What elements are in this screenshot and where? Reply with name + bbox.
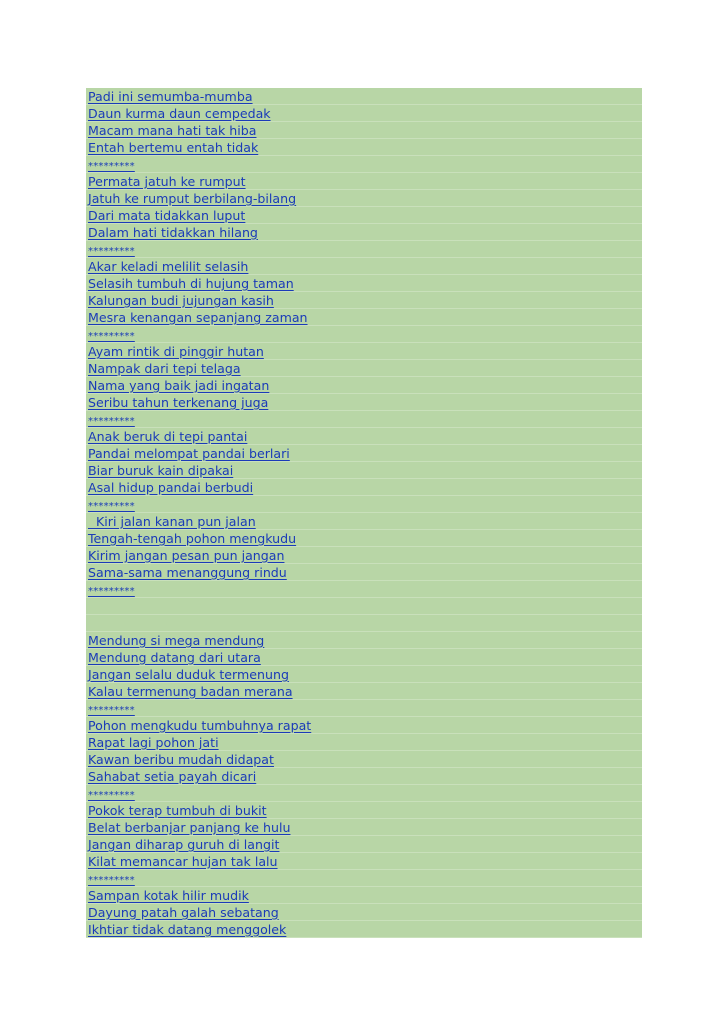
poem-line-link[interactable]: Sahabat setia payah dicari	[88, 769, 257, 784]
separator-row	[86, 326, 642, 343]
poem-line-link[interactable]: Nama yang baik jadi ingatan	[88, 378, 270, 393]
poem-line-link[interactable]: Ikhtiar tidak datang menggolek	[88, 922, 287, 937]
poem-line	[86, 921, 642, 938]
poem-line	[86, 887, 642, 904]
poem-line	[86, 632, 642, 649]
poem-line	[86, 105, 642, 122]
poem-line	[86, 258, 642, 275]
poem-line	[86, 292, 642, 309]
poem-line-link[interactable]: Macam mana hati tak hiba	[88, 123, 257, 138]
poem-line-link[interactable]: Tengah-tengah pohon mengkudu	[88, 531, 297, 546]
poem-line	[86, 717, 642, 734]
separator-row	[86, 581, 642, 598]
poem-line	[86, 802, 642, 819]
poem-line	[86, 904, 642, 921]
poem-line	[86, 445, 642, 462]
poem-line-link[interactable]: *********	[88, 586, 135, 597]
poem-line-link[interactable]: Jangan diharap guruh di langit	[88, 837, 280, 852]
poem-line-link[interactable]: *********	[88, 790, 135, 801]
poem-line	[86, 819, 642, 836]
blank-row	[86, 598, 642, 615]
poem-line	[86, 530, 642, 547]
poem-line-link[interactable]: *********	[88, 501, 135, 512]
poem-line-link[interactable]: Jangan selalu duduk termenung	[88, 667, 289, 682]
poem-line	[86, 360, 642, 377]
poem-line	[86, 139, 642, 156]
poem-line-link[interactable]: Kalau termenung badan merana	[88, 684, 293, 699]
poem-line	[86, 394, 642, 411]
poem-line-link[interactable]: Dari mata tidakkan luput	[88, 208, 246, 223]
poem-line	[86, 190, 642, 207]
poem-line-link[interactable]: Entah bertemu entah tidak	[88, 140, 259, 155]
poem-line-link[interactable]: Sampan kotak hilir mudik	[88, 888, 249, 903]
poem-line-link[interactable]: Mendung datang dari utara	[88, 650, 261, 665]
poem-line-link[interactable]: *********	[88, 246, 135, 257]
separator-row	[86, 870, 642, 887]
poem-line-link[interactable]: *********	[88, 875, 135, 886]
poem-line-link[interactable]: Pokok terap tumbuh di bukit	[88, 803, 267, 818]
poem-line-link[interactable]: Asal hidup pandai berbudi	[88, 480, 254, 495]
poem-line-link[interactable]: Jatuh ke rumput berbilang-bilang	[88, 191, 297, 206]
poem-line	[86, 683, 642, 700]
poem-line-link[interactable]: Kiri jalan kanan pun jalan	[88, 514, 256, 529]
poem-line	[86, 564, 642, 581]
poem-line-link[interactable]: Nampak dari tepi telaga	[88, 361, 241, 376]
poem-line-link[interactable]: Pandai melompat pandai berlari	[88, 446, 290, 461]
poem-line-link[interactable]: *********	[88, 416, 135, 427]
poem-line	[86, 343, 642, 360]
poem-line-link[interactable]: Seribu tahun terkenang juga	[88, 395, 269, 410]
poem-line-link[interactable]: Selasih tumbuh di hujung taman	[88, 276, 294, 291]
separator-row	[86, 411, 642, 428]
poem-line-link[interactable]: Permata jatuh ke rumput	[88, 174, 246, 189]
poem-line	[86, 836, 642, 853]
poem-line	[86, 751, 642, 768]
poem-line	[86, 173, 642, 190]
poem-line-link[interactable]: Dalam hati tidakkan hilang	[88, 225, 258, 240]
poem-line-link[interactable]: Akar keladi melilit selasih	[88, 259, 249, 274]
poem-line	[86, 428, 642, 445]
poem-line	[86, 853, 642, 870]
poem-line-link[interactable]: Kalungan budi jujungan kasih	[88, 293, 274, 308]
poem-line-link[interactable]: Rapat lagi pohon jati	[88, 735, 219, 750]
poem-line	[86, 207, 642, 224]
poem-line-link[interactable]: Biar buruk kain dipakai	[88, 463, 234, 478]
poem-line-link[interactable]: Belat berbanjar panjang ke hulu	[88, 820, 291, 835]
poem-line-link[interactable]: Daun kurma daun cempedak	[88, 106, 271, 121]
poem-line-link[interactable]: Ayam rintik di pinggir hutan	[88, 344, 264, 359]
poem-line-link[interactable]: Mesra kenangan sepanjang zaman	[88, 310, 308, 325]
poem-line-link[interactable]: Dayung patah galah sebatang	[88, 905, 279, 920]
poem-line-link[interactable]: Kirim jangan pesan pun jangan	[88, 548, 285, 563]
poem-line	[86, 224, 642, 241]
poem-line	[86, 734, 642, 751]
poem-line	[86, 547, 642, 564]
poem-line-link[interactable]: Pohon mengkudu tumbuhnya rapat	[88, 718, 312, 733]
poem-line	[86, 768, 642, 785]
separator-row	[86, 156, 642, 173]
separator-row	[86, 700, 642, 717]
poem-line-link[interactable]: *********	[88, 331, 135, 342]
separator-row	[86, 496, 642, 513]
poem-line	[86, 513, 642, 530]
poem-line	[86, 479, 642, 496]
separator-row	[86, 785, 642, 802]
poem-line	[86, 88, 642, 105]
poem-line-link[interactable]: Mendung si mega mendung	[88, 633, 265, 648]
poem-line	[86, 309, 642, 326]
poem-line-link[interactable]: Anak beruk di tepi pantai	[88, 429, 248, 444]
poem-line-link[interactable]: Kilat memancar hujan tak lalu	[88, 854, 278, 869]
poem-line	[86, 377, 642, 394]
poem-line-link[interactable]: *********	[88, 161, 135, 172]
poem-sheet	[86, 88, 642, 938]
poem-line	[86, 462, 642, 479]
blank-row	[86, 615, 642, 632]
poem-line-link[interactable]: Sama-sama menanggung rindu	[88, 565, 287, 580]
poem-line-link[interactable]: *********	[88, 705, 135, 716]
poem-line	[86, 649, 642, 666]
poem-line-link[interactable]: Kawan beribu mudah didapat	[88, 752, 274, 767]
poem-line	[86, 666, 642, 683]
poem-line	[86, 275, 642, 292]
poem-line	[86, 122, 642, 139]
poem-line-link[interactable]: Padi ini semumba-mumba	[88, 89, 253, 104]
separator-row	[86, 241, 642, 258]
